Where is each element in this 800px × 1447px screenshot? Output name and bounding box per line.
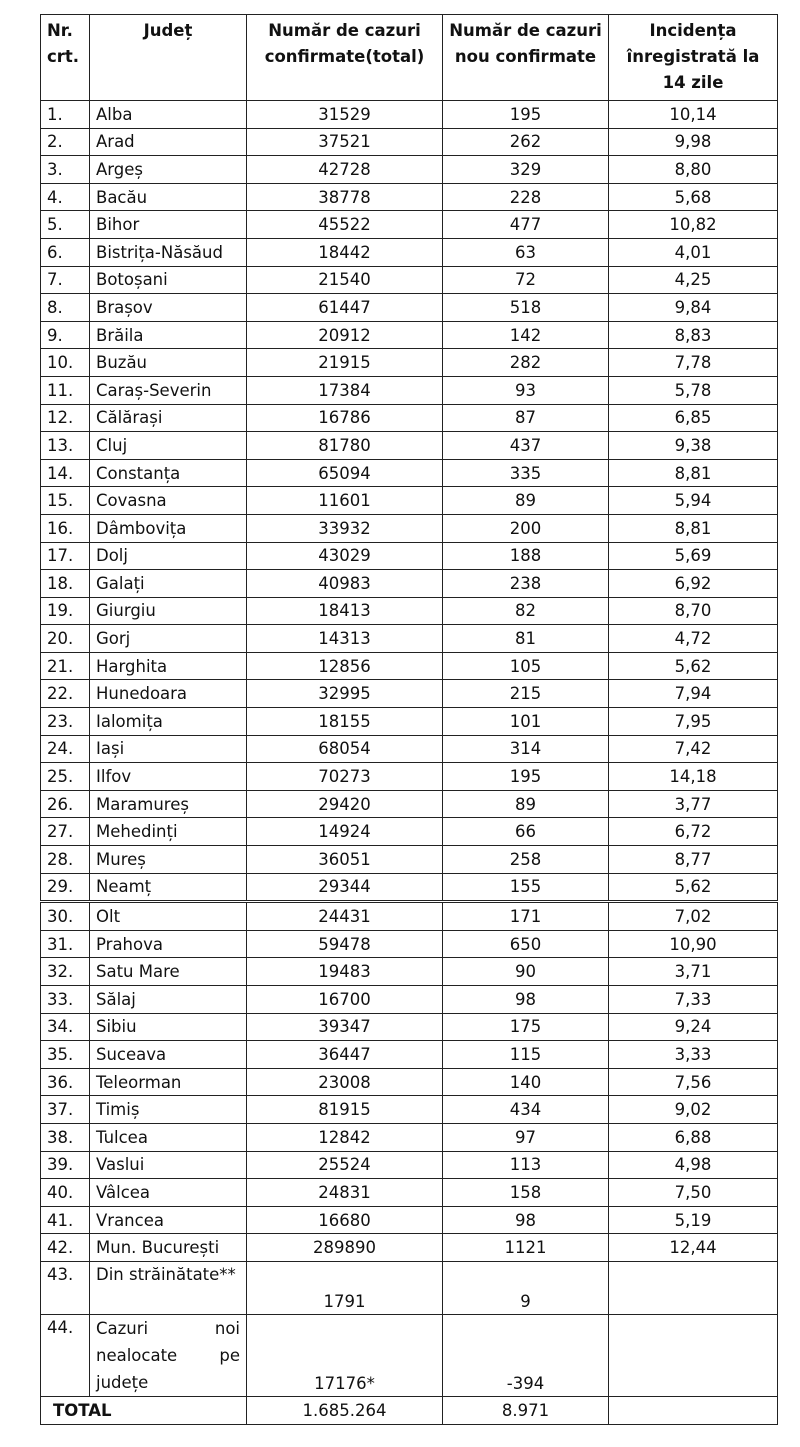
new-cases: 101	[443, 708, 609, 736]
county-name: Sălaj	[90, 986, 247, 1014]
county-name: Ilfov	[90, 763, 247, 791]
grand-total-cases: 1.685.264	[247, 1396, 443, 1424]
table-row	[41, 1096, 778, 1124]
new-cases: 89	[443, 790, 609, 818]
county-cases-table	[40, 14, 778, 1425]
table-row	[41, 680, 778, 708]
table-row	[41, 1234, 778, 1262]
row-number: 25.	[41, 763, 90, 791]
new-cases: 72	[443, 266, 609, 294]
row-number: 13.	[41, 432, 90, 460]
incidence-14-days: 6,88	[609, 1123, 778, 1151]
incidence-14-days: 5,19	[609, 1206, 778, 1234]
new-cases: 155	[443, 873, 609, 902]
grand-total-incidence	[609, 1396, 778, 1424]
new-cases: 282	[443, 349, 609, 377]
incidence-14-days	[609, 1314, 778, 1396]
incidence-14-days: 9,98	[609, 128, 778, 156]
total-cases: 43029	[247, 542, 443, 570]
table-row	[41, 873, 778, 902]
total-cases: 32995	[247, 680, 443, 708]
total-cases: 36447	[247, 1041, 443, 1069]
incidence-14-days: 14,18	[609, 763, 778, 791]
new-cases: 175	[443, 1013, 609, 1041]
total-cases: 21915	[247, 349, 443, 377]
table-row	[41, 958, 778, 986]
county-name: Giurgiu	[90, 597, 247, 625]
county-name: Botoșani	[90, 266, 247, 294]
total-cases: 29344	[247, 873, 443, 902]
incidence-14-days: 7,50	[609, 1179, 778, 1207]
new-cases: 105	[443, 652, 609, 680]
county-name: Buzău	[90, 349, 247, 377]
county-name: Maramureș	[90, 790, 247, 818]
total-cases: 38778	[247, 183, 443, 211]
incidence-14-days: 8,81	[609, 514, 778, 542]
row-number: 17.	[41, 542, 90, 570]
row-number: 2.	[41, 128, 90, 156]
county-name: Mehedinți	[90, 818, 247, 846]
incidence-14-days: 8,80	[609, 156, 778, 184]
total-cases: 20912	[247, 321, 443, 349]
incidence-14-days: 7,94	[609, 680, 778, 708]
row-number: 20.	[41, 625, 90, 653]
new-cases: 98	[443, 986, 609, 1014]
table-header	[41, 15, 778, 101]
total-cases: 81780	[247, 432, 443, 460]
new-cases: 81	[443, 625, 609, 653]
county-name: Gorj	[90, 625, 247, 653]
new-cases: 434	[443, 1096, 609, 1124]
table-row	[41, 211, 778, 239]
new-cases: 66	[443, 818, 609, 846]
row-number: 14.	[41, 459, 90, 487]
county-name: Tulcea	[90, 1123, 247, 1151]
total-cases: 18413	[247, 597, 443, 625]
county-cases-table-container	[40, 14, 777, 1425]
total-cases: 37521	[247, 128, 443, 156]
row-number: 7.	[41, 266, 90, 294]
new-cases: 82	[443, 597, 609, 625]
total-cases: 39347	[247, 1013, 443, 1041]
incidence-14-days: 8,70	[609, 597, 778, 625]
new-cases: 1121	[443, 1234, 609, 1262]
table-row	[41, 1123, 778, 1151]
row-number: 6.	[41, 238, 90, 266]
incidence-14-days: 5,62	[609, 652, 778, 680]
total-cases: 12856	[247, 652, 443, 680]
county-name: Cluj	[90, 432, 247, 460]
total-cases: 68054	[247, 735, 443, 763]
table-row	[41, 294, 778, 322]
table-row	[41, 542, 778, 570]
total-cases: 289890	[247, 1234, 443, 1262]
new-cases: 238	[443, 570, 609, 598]
county-name: Argeș	[90, 156, 247, 184]
total-cases: 14924	[247, 818, 443, 846]
table-row	[41, 1206, 778, 1234]
total-cases: 25524	[247, 1151, 443, 1179]
table-row	[41, 1151, 778, 1179]
new-cases: 9	[443, 1261, 609, 1314]
incidence-14-days: 7,78	[609, 349, 778, 377]
row-number: 4.	[41, 183, 90, 211]
new-cases: 98	[443, 1206, 609, 1234]
row-number: 8.	[41, 294, 90, 322]
row-number: 3.	[41, 156, 90, 184]
county-name: Mun. București	[90, 1234, 247, 1262]
row-number: 10.	[41, 349, 90, 377]
incidence-14-days: 3,77	[609, 790, 778, 818]
incidence-14-days: 5,94	[609, 487, 778, 515]
county-name: Bacău	[90, 183, 247, 211]
new-cases: 90	[443, 958, 609, 986]
table-row	[41, 1041, 778, 1069]
incidence-14-days: 3,33	[609, 1041, 778, 1069]
county-name: Cazuri noi nealocate pe județe	[90, 1314, 247, 1396]
incidence-14-days: 6,92	[609, 570, 778, 598]
table-row	[41, 986, 778, 1014]
row-number: 31.	[41, 930, 90, 958]
new-cases: 97	[443, 1123, 609, 1151]
county-name: Dolj	[90, 542, 247, 570]
row-number: 1.	[41, 101, 90, 129]
row-number: 21.	[41, 652, 90, 680]
new-cases: 650	[443, 930, 609, 958]
table-row	[41, 1314, 778, 1396]
incidence-14-days	[609, 1261, 778, 1314]
table-row	[41, 625, 778, 653]
row-number: 41.	[41, 1206, 90, 1234]
row-number: 37.	[41, 1096, 90, 1124]
table-row	[41, 321, 778, 349]
total-cases: 33932	[247, 514, 443, 542]
table-row	[41, 1068, 778, 1096]
county-name: Mureș	[90, 846, 247, 874]
table-row	[41, 597, 778, 625]
incidence-14-days: 5,69	[609, 542, 778, 570]
total-cases: 29420	[247, 790, 443, 818]
row-number: 16.	[41, 514, 90, 542]
new-cases: 113	[443, 1151, 609, 1179]
total-cases: 17384	[247, 376, 443, 404]
incidence-14-days: 10,90	[609, 930, 778, 958]
table-row	[41, 1013, 778, 1041]
table-body	[41, 101, 778, 1425]
county-name: Vaslui	[90, 1151, 247, 1179]
table-row	[41, 763, 778, 791]
new-cases: 335	[443, 459, 609, 487]
row-number: 24.	[41, 735, 90, 763]
total-cases: 65094	[247, 459, 443, 487]
incidence-14-days: 7,33	[609, 986, 778, 1014]
total-cases: 61447	[247, 294, 443, 322]
county-name: Bihor	[90, 211, 247, 239]
incidence-14-days: 5,78	[609, 376, 778, 404]
table-row	[41, 708, 778, 736]
total-cases: 81915	[247, 1096, 443, 1124]
row-number: 23.	[41, 708, 90, 736]
total-cases: 40983	[247, 570, 443, 598]
county-name: Hunedoara	[90, 680, 247, 708]
incidence-14-days: 5,68	[609, 183, 778, 211]
total-cases: 23008	[247, 1068, 443, 1096]
county-name: Neamț	[90, 873, 247, 902]
county-name: Vrancea	[90, 1206, 247, 1234]
table-row	[41, 101, 778, 129]
county-name: Brașov	[90, 294, 247, 322]
new-cases: 258	[443, 846, 609, 874]
incidence-14-days: 4,72	[609, 625, 778, 653]
row-number: 19.	[41, 597, 90, 625]
table-row	[41, 846, 778, 874]
incidence-14-days: 6,85	[609, 404, 778, 432]
new-cases: 262	[443, 128, 609, 156]
header-judet: Județ	[90, 15, 247, 101]
new-cases: 477	[443, 211, 609, 239]
incidence-14-days: 7,42	[609, 735, 778, 763]
incidence-14-days: 7,02	[609, 902, 778, 931]
new-cases: 140	[443, 1068, 609, 1096]
table-row	[41, 652, 778, 680]
header-row	[41, 15, 778, 101]
header-incidenta: Incidența înregistrată la 14 zile	[609, 15, 778, 101]
new-cases: 142	[443, 321, 609, 349]
total-cases: 21540	[247, 266, 443, 294]
incidence-14-days: 7,95	[609, 708, 778, 736]
new-cases: 437	[443, 432, 609, 460]
row-number: 9.	[41, 321, 90, 349]
incidence-14-days: 4,98	[609, 1151, 778, 1179]
new-cases: 314	[443, 735, 609, 763]
incidence-14-days: 9,84	[609, 294, 778, 322]
new-cases: 200	[443, 514, 609, 542]
total-cases: 45522	[247, 211, 443, 239]
new-cases: 158	[443, 1179, 609, 1207]
table-row	[41, 1261, 778, 1314]
table-row	[41, 790, 778, 818]
incidence-14-days: 7,56	[609, 1068, 778, 1096]
table-row	[41, 514, 778, 542]
county-name: Satu Mare	[90, 958, 247, 986]
incidence-14-days: 10,14	[609, 101, 778, 129]
total-cases: 18442	[247, 238, 443, 266]
new-cases: 195	[443, 763, 609, 791]
row-number: 22.	[41, 680, 90, 708]
county-name: Suceava	[90, 1041, 247, 1069]
row-number: 5.	[41, 211, 90, 239]
county-name: Prahova	[90, 930, 247, 958]
new-cases: 195	[443, 101, 609, 129]
new-cases: 115	[443, 1041, 609, 1069]
total-row	[41, 1396, 778, 1424]
row-number: 35.	[41, 1041, 90, 1069]
county-name: Din străinătate**	[90, 1261, 247, 1314]
incidence-14-days: 8,81	[609, 459, 778, 487]
total-cases: 11601	[247, 487, 443, 515]
county-name: Bistrița-Năsăud	[90, 238, 247, 266]
county-name: Teleorman	[90, 1068, 247, 1096]
table-row	[41, 930, 778, 958]
total-cases: 16700	[247, 986, 443, 1014]
row-number: 32.	[41, 958, 90, 986]
total-cases: 59478	[247, 930, 443, 958]
total-cases: 16786	[247, 404, 443, 432]
table-row	[41, 156, 778, 184]
county-name: Olt	[90, 902, 247, 931]
incidence-14-days: 6,72	[609, 818, 778, 846]
new-cases: 89	[443, 487, 609, 515]
county-name: Galați	[90, 570, 247, 598]
county-name: Constanța	[90, 459, 247, 487]
county-name: Călărași	[90, 404, 247, 432]
county-name: Sibiu	[90, 1013, 247, 1041]
new-cases: 87	[443, 404, 609, 432]
row-number: 38.	[41, 1123, 90, 1151]
table-row	[41, 238, 778, 266]
row-number: 33.	[41, 986, 90, 1014]
table-row	[41, 735, 778, 763]
table-row	[41, 183, 778, 211]
row-number: 36.	[41, 1068, 90, 1096]
total-cases: 36051	[247, 846, 443, 874]
incidence-14-days: 9,24	[609, 1013, 778, 1041]
total-cases: 24831	[247, 1179, 443, 1207]
incidence-14-days: 8,83	[609, 321, 778, 349]
table-row	[41, 570, 778, 598]
table-row	[41, 432, 778, 460]
county-name: Brăila	[90, 321, 247, 349]
total-cases: 12842	[247, 1123, 443, 1151]
incidence-14-days: 4,25	[609, 266, 778, 294]
row-number: 15.	[41, 487, 90, 515]
row-number: 34.	[41, 1013, 90, 1041]
total-cases: 19483	[247, 958, 443, 986]
incidence-14-days: 12,44	[609, 1234, 778, 1262]
incidence-14-days: 4,01	[609, 238, 778, 266]
new-cases: 171	[443, 902, 609, 931]
table-row	[41, 459, 778, 487]
total-cases: 24431	[247, 902, 443, 931]
county-name: Arad	[90, 128, 247, 156]
total-cases: 70273	[247, 763, 443, 791]
new-cases: 215	[443, 680, 609, 708]
incidence-14-days: 9,02	[609, 1096, 778, 1124]
row-number: 39.	[41, 1151, 90, 1179]
total-cases: 14313	[247, 625, 443, 653]
county-name: Iași	[90, 735, 247, 763]
new-cases: 63	[443, 238, 609, 266]
new-cases: -394	[443, 1314, 609, 1396]
county-name: Caraș-Severin	[90, 376, 247, 404]
county-name: Covasna	[90, 487, 247, 515]
new-cases: 329	[443, 156, 609, 184]
incidence-14-days: 10,82	[609, 211, 778, 239]
total-cases: 16680	[247, 1206, 443, 1234]
county-name: Timiș	[90, 1096, 247, 1124]
header-nr: Nr. crt.	[41, 15, 90, 101]
county-name: Dâmbovița	[90, 514, 247, 542]
row-number: 28.	[41, 846, 90, 874]
total-cases: 18155	[247, 708, 443, 736]
table-row	[41, 818, 778, 846]
total-cases: 31529	[247, 101, 443, 129]
county-name: Ialomița	[90, 708, 247, 736]
table-row	[41, 902, 778, 931]
header-nou: Număr de cazuri nou confirmate	[443, 15, 609, 101]
county-name: Harghita	[90, 652, 247, 680]
new-cases: 518	[443, 294, 609, 322]
total-label: TOTAL	[41, 1396, 247, 1424]
row-number: 30.	[41, 902, 90, 931]
row-number: 12.	[41, 404, 90, 432]
row-number: 44.	[41, 1314, 90, 1396]
new-cases: 93	[443, 376, 609, 404]
row-number: 40.	[41, 1179, 90, 1207]
row-number: 43.	[41, 1261, 90, 1314]
incidence-14-days: 9,38	[609, 432, 778, 460]
new-cases: 188	[443, 542, 609, 570]
county-name: Alba	[90, 101, 247, 129]
table-row	[41, 1179, 778, 1207]
table-row	[41, 404, 778, 432]
row-number: 11.	[41, 376, 90, 404]
header-total: Număr de cazuri confirmate(total)	[247, 15, 443, 101]
incidence-14-days: 8,77	[609, 846, 778, 874]
total-cases: 42728	[247, 156, 443, 184]
incidence-14-days: 5,62	[609, 873, 778, 902]
table-row	[41, 376, 778, 404]
incidence-14-days: 3,71	[609, 958, 778, 986]
new-cases: 228	[443, 183, 609, 211]
row-number: 18.	[41, 570, 90, 598]
grand-total-new-cases: 8.971	[443, 1396, 609, 1424]
county-name: Vâlcea	[90, 1179, 247, 1207]
table-row	[41, 487, 778, 515]
row-number: 29.	[41, 873, 90, 902]
total-cases: 1791	[247, 1261, 443, 1314]
table-row	[41, 128, 778, 156]
total-cases: 17176*	[247, 1314, 443, 1396]
row-number: 27.	[41, 818, 90, 846]
table-row	[41, 349, 778, 377]
row-number: 26.	[41, 790, 90, 818]
table-row	[41, 266, 778, 294]
row-number: 42.	[41, 1234, 90, 1262]
